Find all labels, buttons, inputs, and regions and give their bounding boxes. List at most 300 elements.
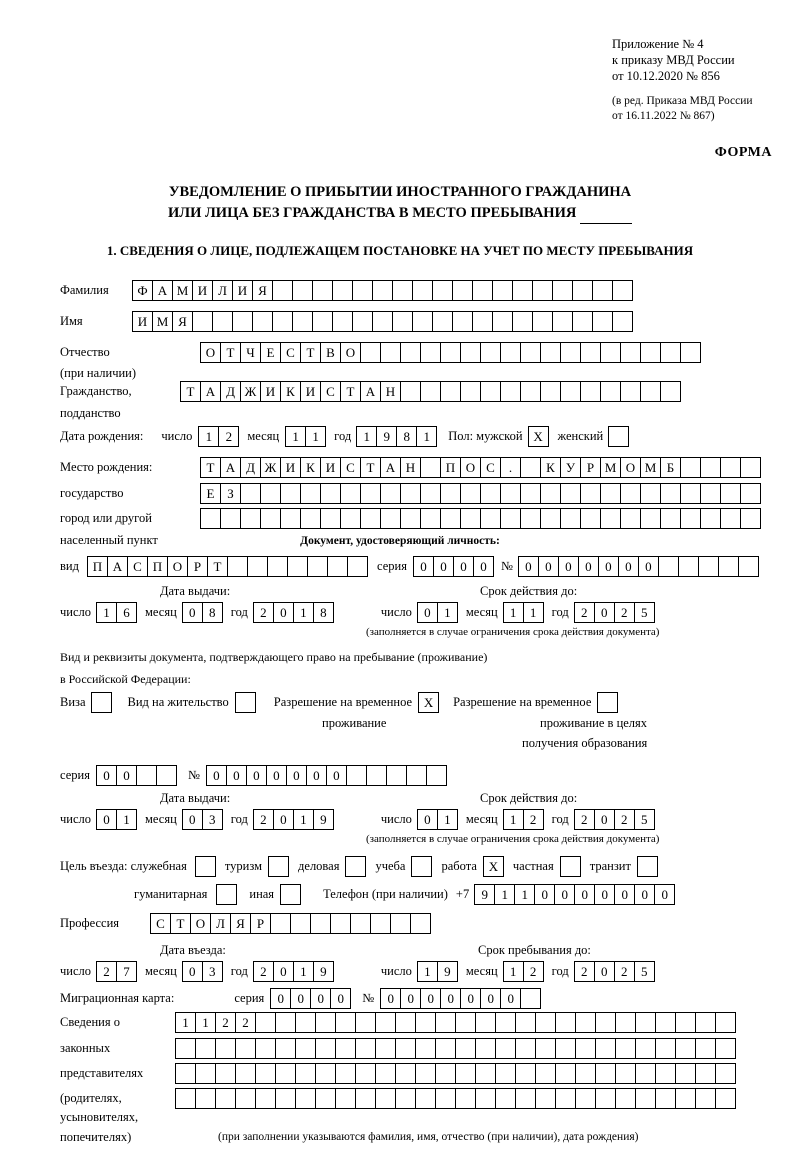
- form-cell[interactable]: [715, 1063, 736, 1084]
- stay-series-input[interactable]: [96, 765, 176, 786]
- form-cell[interactable]: [452, 311, 473, 332]
- form-cell[interactable]: [635, 1038, 656, 1059]
- form-cell[interactable]: [560, 381, 581, 402]
- form-cell[interactable]: [335, 1088, 356, 1109]
- form-cell[interactable]: [295, 1063, 316, 1084]
- form-cell[interactable]: 0: [558, 556, 579, 577]
- form-cell[interactable]: [540, 342, 561, 363]
- form-cell[interactable]: 0: [182, 961, 203, 982]
- residence-permit-checkbox[interactable]: [235, 692, 256, 713]
- form-cell[interactable]: С: [150, 913, 171, 934]
- form-cell[interactable]: С: [127, 556, 148, 577]
- form-cell[interactable]: [415, 1012, 436, 1033]
- form-cell[interactable]: Н: [400, 457, 421, 478]
- form-cell[interactable]: [575, 1088, 596, 1109]
- issue-day-input[interactable]: [96, 602, 136, 623]
- form-cell[interactable]: [260, 508, 281, 529]
- form-cell[interactable]: С: [280, 342, 301, 363]
- form-cell[interactable]: [580, 508, 601, 529]
- form-cell[interactable]: 8: [313, 602, 334, 623]
- form-cell[interactable]: [360, 508, 381, 529]
- form-cell[interactable]: 3: [202, 961, 223, 982]
- form-cell[interactable]: [287, 556, 308, 577]
- form-cell[interactable]: [175, 1063, 196, 1084]
- form-cell[interactable]: [535, 1063, 556, 1084]
- form-cell[interactable]: 0: [518, 556, 539, 577]
- form-cell[interactable]: А: [220, 457, 241, 478]
- form-cell[interactable]: 1: [285, 426, 306, 447]
- form-cell[interactable]: 0: [246, 765, 267, 786]
- form-cell[interactable]: [660, 508, 681, 529]
- form-cell[interactable]: [352, 280, 373, 301]
- form-cell[interactable]: [415, 1038, 436, 1059]
- form-cell[interactable]: 9: [474, 884, 495, 905]
- form-cell[interactable]: 1: [503, 809, 524, 830]
- form-cell[interactable]: 1: [437, 809, 458, 830]
- stay-issue-year-input[interactable]: [253, 809, 333, 830]
- form-cell[interactable]: [355, 1088, 376, 1109]
- birthplace-input-2[interactable]: [200, 483, 760, 504]
- form-cell[interactable]: [310, 913, 331, 934]
- form-cell[interactable]: [575, 1012, 596, 1033]
- form-cell[interactable]: [426, 765, 447, 786]
- form-cell[interactable]: О: [340, 342, 361, 363]
- form-cell[interactable]: [615, 1038, 636, 1059]
- form-cell[interactable]: [346, 765, 367, 786]
- form-cell[interactable]: [715, 1012, 736, 1033]
- form-cell[interactable]: [718, 556, 739, 577]
- mig-number-input[interactable]: [380, 988, 540, 1009]
- form-cell[interactable]: 0: [96, 765, 117, 786]
- form-cell[interactable]: [480, 508, 501, 529]
- form-cell[interactable]: [472, 311, 493, 332]
- form-cell[interactable]: 2: [96, 961, 117, 982]
- form-cell[interactable]: [660, 483, 681, 504]
- form-cell[interactable]: Ч: [240, 342, 261, 363]
- form-cell[interactable]: 0: [594, 809, 615, 830]
- patronymic-input[interactable]: [200, 342, 700, 363]
- form-cell[interactable]: [535, 1038, 556, 1059]
- legal-rep-input-4[interactable]: [175, 1088, 735, 1109]
- form-cell[interactable]: [715, 1088, 736, 1109]
- form-cell[interactable]: Т: [200, 457, 221, 478]
- form-cell[interactable]: [500, 508, 521, 529]
- form-cell[interactable]: И: [260, 381, 281, 402]
- form-cell[interactable]: [620, 508, 641, 529]
- citizenship-input[interactable]: [180, 381, 680, 402]
- form-cell[interactable]: К: [280, 381, 301, 402]
- form-cell[interactable]: 0: [594, 884, 615, 905]
- form-cell[interactable]: Я: [252, 280, 273, 301]
- form-cell[interactable]: [315, 1088, 336, 1109]
- form-cell[interactable]: Л: [210, 913, 231, 934]
- sex-female-checkbox[interactable]: [608, 426, 629, 447]
- form-cell[interactable]: [420, 508, 441, 529]
- form-cell[interactable]: 2: [614, 602, 635, 623]
- form-cell[interactable]: З: [220, 483, 241, 504]
- form-cell[interactable]: А: [380, 457, 401, 478]
- form-cell[interactable]: [695, 1063, 716, 1084]
- form-cell[interactable]: [680, 483, 701, 504]
- form-cell[interactable]: .: [500, 457, 521, 478]
- form-cell[interactable]: М: [600, 457, 621, 478]
- form-cell[interactable]: [572, 280, 593, 301]
- valid-month-input[interactable]: [503, 602, 543, 623]
- form-cell[interactable]: [232, 311, 253, 332]
- form-cell[interactable]: Е: [260, 342, 281, 363]
- form-cell[interactable]: 8: [202, 602, 223, 623]
- form-cell[interactable]: [372, 311, 393, 332]
- form-cell[interactable]: [280, 483, 301, 504]
- form-cell[interactable]: [560, 508, 581, 529]
- form-cell[interactable]: 0: [480, 988, 501, 1009]
- form-cell[interactable]: 1: [96, 602, 117, 623]
- form-cell[interactable]: [455, 1038, 476, 1059]
- edu-residence-checkbox[interactable]: [597, 692, 618, 713]
- form-cell[interactable]: Д: [220, 381, 241, 402]
- form-cell[interactable]: [215, 1038, 236, 1059]
- form-cell[interactable]: Т: [300, 342, 321, 363]
- form-cell[interactable]: 0: [326, 765, 347, 786]
- form-cell[interactable]: [675, 1012, 696, 1033]
- form-cell[interactable]: [406, 765, 427, 786]
- form-cell[interactable]: [595, 1038, 616, 1059]
- form-cell[interactable]: [255, 1088, 276, 1109]
- form-cell[interactable]: Т: [220, 342, 241, 363]
- form-cell[interactable]: [680, 457, 701, 478]
- form-cell[interactable]: 2: [523, 961, 544, 982]
- form-cell[interactable]: 0: [554, 884, 575, 905]
- form-cell[interactable]: [255, 1038, 276, 1059]
- form-cell[interactable]: [386, 765, 407, 786]
- purpose-transit-checkbox[interactable]: [637, 856, 658, 877]
- form-cell[interactable]: [432, 280, 453, 301]
- form-cell[interactable]: [520, 483, 541, 504]
- form-cell[interactable]: [395, 1038, 416, 1059]
- form-cell[interactable]: [520, 988, 541, 1009]
- form-cell[interactable]: [330, 913, 351, 934]
- form-cell[interactable]: [352, 311, 373, 332]
- form-cell[interactable]: 0: [500, 988, 521, 1009]
- form-cell[interactable]: [255, 1012, 276, 1033]
- form-cell[interactable]: 1: [293, 961, 314, 982]
- stay-until-year-input[interactable]: [574, 961, 654, 982]
- visa-checkbox[interactable]: [91, 692, 112, 713]
- form-cell[interactable]: П: [87, 556, 108, 577]
- form-cell[interactable]: [480, 483, 501, 504]
- form-cell[interactable]: [515, 1012, 536, 1033]
- form-cell[interactable]: 1: [503, 602, 524, 623]
- form-cell[interactable]: 0: [433, 556, 454, 577]
- form-cell[interactable]: 1: [195, 1012, 216, 1033]
- form-cell[interactable]: [400, 508, 421, 529]
- form-cell[interactable]: [675, 1063, 696, 1084]
- form-cell[interactable]: 0: [638, 556, 659, 577]
- form-cell[interactable]: [200, 508, 221, 529]
- form-cell[interactable]: [695, 1012, 716, 1033]
- form-cell[interactable]: [738, 556, 759, 577]
- form-cell[interactable]: 0: [226, 765, 247, 786]
- form-cell[interactable]: [290, 913, 311, 934]
- form-cell[interactable]: [375, 1088, 396, 1109]
- form-cell[interactable]: [600, 342, 621, 363]
- form-cell[interactable]: Ж: [260, 457, 281, 478]
- form-cell[interactable]: [655, 1088, 676, 1109]
- form-cell[interactable]: П: [147, 556, 168, 577]
- form-cell[interactable]: 2: [253, 809, 274, 830]
- form-cell[interactable]: Е: [200, 483, 221, 504]
- form-cell[interactable]: [340, 483, 361, 504]
- form-cell[interactable]: [540, 483, 561, 504]
- form-cell[interactable]: [435, 1038, 456, 1059]
- form-cell[interactable]: [366, 765, 387, 786]
- form-cell[interactable]: Р: [187, 556, 208, 577]
- form-cell[interactable]: [332, 280, 353, 301]
- form-cell[interactable]: [415, 1088, 436, 1109]
- form-cell[interactable]: [540, 381, 561, 402]
- form-cell[interactable]: 1: [305, 426, 326, 447]
- form-cell[interactable]: [655, 1063, 676, 1084]
- form-cell[interactable]: 5: [634, 961, 655, 982]
- form-cell[interactable]: О: [190, 913, 211, 934]
- form-cell[interactable]: [460, 342, 481, 363]
- form-cell[interactable]: [275, 1063, 296, 1084]
- form-cell[interactable]: [512, 280, 533, 301]
- form-cell[interactable]: 0: [634, 884, 655, 905]
- form-cell[interactable]: 6: [116, 602, 137, 623]
- form-cell[interactable]: [635, 1063, 656, 1084]
- form-cell[interactable]: 9: [376, 426, 397, 447]
- legal-rep-input-1[interactable]: [175, 1012, 735, 1033]
- form-cell[interactable]: 1: [494, 884, 515, 905]
- form-cell[interactable]: [635, 1012, 656, 1033]
- form-cell[interactable]: [235, 1088, 256, 1109]
- form-cell[interactable]: [455, 1063, 476, 1084]
- form-cell[interactable]: 0: [614, 884, 635, 905]
- sex-male-checkbox[interactable]: Х: [528, 426, 549, 447]
- form-cell[interactable]: [615, 1012, 636, 1033]
- form-cell[interactable]: 1: [175, 1012, 196, 1033]
- form-cell[interactable]: [380, 342, 401, 363]
- form-cell[interactable]: [740, 508, 761, 529]
- stay-issue-day-input[interactable]: [96, 809, 136, 830]
- form-cell[interactable]: [520, 457, 541, 478]
- form-cell[interactable]: [592, 280, 613, 301]
- form-cell[interactable]: 2: [218, 426, 239, 447]
- entry-day-input[interactable]: [96, 961, 136, 982]
- form-cell[interactable]: [678, 556, 699, 577]
- form-cell[interactable]: 0: [266, 765, 287, 786]
- form-cell[interactable]: [480, 342, 501, 363]
- purpose-business-checkbox[interactable]: [345, 856, 366, 877]
- form-cell[interactable]: 8: [396, 426, 417, 447]
- form-cell[interactable]: [495, 1038, 516, 1059]
- form-cell[interactable]: [515, 1063, 536, 1084]
- form-cell[interactable]: [360, 342, 381, 363]
- form-cell[interactable]: [315, 1038, 336, 1059]
- form-cell[interactable]: 0: [270, 988, 291, 1009]
- form-cell[interactable]: [595, 1063, 616, 1084]
- form-cell[interactable]: [195, 1088, 216, 1109]
- form-cell[interactable]: А: [152, 280, 173, 301]
- stay-until-day-input[interactable]: [417, 961, 457, 982]
- valid-year-input[interactable]: [574, 602, 654, 623]
- form-cell[interactable]: [532, 280, 553, 301]
- form-cell[interactable]: Т: [170, 913, 191, 934]
- form-cell[interactable]: 0: [400, 988, 421, 1009]
- form-cell[interactable]: [420, 457, 441, 478]
- form-cell[interactable]: Б: [660, 457, 681, 478]
- form-cell[interactable]: [392, 311, 413, 332]
- form-cell[interactable]: И: [232, 280, 253, 301]
- form-cell[interactable]: П: [440, 457, 461, 478]
- form-cell[interactable]: [612, 311, 633, 332]
- form-cell[interactable]: [295, 1012, 316, 1033]
- form-cell[interactable]: [695, 1038, 716, 1059]
- form-cell[interactable]: [395, 1088, 416, 1109]
- form-cell[interactable]: Я: [172, 311, 193, 332]
- form-cell[interactable]: [455, 1012, 476, 1033]
- form-cell[interactable]: [375, 1012, 396, 1033]
- firstname-input[interactable]: [132, 311, 632, 332]
- form-cell[interactable]: 0: [618, 556, 639, 577]
- entry-month-input[interactable]: [182, 961, 222, 982]
- form-cell[interactable]: С: [340, 457, 361, 478]
- form-cell[interactable]: [560, 483, 581, 504]
- form-cell[interactable]: 2: [253, 961, 274, 982]
- form-cell[interactable]: 2: [235, 1012, 256, 1033]
- form-cell[interactable]: [247, 556, 268, 577]
- form-cell[interactable]: [555, 1063, 576, 1084]
- purpose-other-checkbox[interactable]: [280, 884, 301, 905]
- form-cell[interactable]: [440, 381, 461, 402]
- form-cell[interactable]: [675, 1038, 696, 1059]
- form-cell[interactable]: Ф: [132, 280, 153, 301]
- form-cell[interactable]: [395, 1063, 416, 1084]
- form-cell[interactable]: [240, 508, 261, 529]
- form-cell[interactable]: А: [200, 381, 221, 402]
- purpose-work-checkbox[interactable]: Х: [483, 856, 504, 877]
- purpose-official-checkbox[interactable]: [195, 856, 216, 877]
- form-cell[interactable]: [520, 342, 541, 363]
- form-cell[interactable]: [195, 1063, 216, 1084]
- form-cell[interactable]: [600, 508, 621, 529]
- form-cell[interactable]: [400, 483, 421, 504]
- form-cell[interactable]: [390, 913, 411, 934]
- form-cell[interactable]: 0: [534, 884, 555, 905]
- form-cell[interactable]: [315, 1012, 336, 1033]
- form-cell[interactable]: С: [480, 457, 501, 478]
- form-cell[interactable]: М: [640, 457, 661, 478]
- form-cell[interactable]: [655, 1038, 676, 1059]
- form-cell[interactable]: 1: [198, 426, 219, 447]
- form-cell[interactable]: [720, 457, 741, 478]
- form-cell[interactable]: [292, 311, 313, 332]
- form-cell[interactable]: [215, 1063, 236, 1084]
- form-cell[interactable]: [212, 311, 233, 332]
- form-cell[interactable]: [720, 483, 741, 504]
- form-cell[interactable]: [195, 1038, 216, 1059]
- issue-month-input[interactable]: [182, 602, 222, 623]
- form-cell[interactable]: [635, 1088, 656, 1109]
- form-cell[interactable]: [452, 280, 473, 301]
- form-cell[interactable]: Н: [380, 381, 401, 402]
- form-cell[interactable]: [435, 1063, 456, 1084]
- form-cell[interactable]: [355, 1012, 376, 1033]
- form-cell[interactable]: [600, 483, 621, 504]
- form-cell[interactable]: [292, 280, 313, 301]
- form-cell[interactable]: [360, 483, 381, 504]
- form-cell[interactable]: [375, 1038, 396, 1059]
- form-cell[interactable]: 1: [116, 809, 137, 830]
- form-cell[interactable]: 1: [503, 961, 524, 982]
- form-cell[interactable]: [340, 508, 361, 529]
- form-cell[interactable]: [515, 1038, 536, 1059]
- form-cell[interactable]: [695, 1088, 716, 1109]
- form-cell[interactable]: 0: [306, 765, 327, 786]
- form-cell[interactable]: 0: [330, 988, 351, 1009]
- form-cell[interactable]: 0: [273, 961, 294, 982]
- form-cell[interactable]: 0: [598, 556, 619, 577]
- form-cell[interactable]: [280, 508, 301, 529]
- form-cell[interactable]: У: [560, 457, 581, 478]
- form-cell[interactable]: [520, 508, 541, 529]
- purpose-study-checkbox[interactable]: [411, 856, 432, 877]
- form-cell[interactable]: Т: [180, 381, 201, 402]
- form-cell[interactable]: [555, 1088, 576, 1109]
- form-cell[interactable]: [335, 1038, 356, 1059]
- form-cell[interactable]: [395, 1012, 416, 1033]
- phone-input[interactable]: [474, 884, 674, 905]
- doc-type-input[interactable]: [87, 556, 367, 577]
- form-cell[interactable]: [335, 1012, 356, 1033]
- birth-month-input[interactable]: [285, 426, 325, 447]
- form-cell[interactable]: О: [200, 342, 221, 363]
- form-cell[interactable]: [455, 1088, 476, 1109]
- form-cell[interactable]: И: [300, 381, 321, 402]
- form-cell[interactable]: М: [172, 280, 193, 301]
- form-cell[interactable]: [380, 508, 401, 529]
- form-cell[interactable]: [327, 556, 348, 577]
- form-cell[interactable]: [675, 1088, 696, 1109]
- form-cell[interactable]: 0: [413, 556, 434, 577]
- form-cell[interactable]: [460, 381, 481, 402]
- form-cell[interactable]: [660, 381, 681, 402]
- form-cell[interactable]: [575, 1063, 596, 1084]
- form-cell[interactable]: [552, 311, 573, 332]
- form-cell[interactable]: 2: [253, 602, 274, 623]
- form-cell[interactable]: [620, 381, 641, 402]
- form-cell[interactable]: [435, 1088, 456, 1109]
- form-cell[interactable]: Т: [207, 556, 228, 577]
- form-cell[interactable]: 1: [514, 884, 535, 905]
- form-cell[interactable]: [255, 1063, 276, 1084]
- form-cell[interactable]: [615, 1063, 636, 1084]
- form-cell[interactable]: 9: [313, 961, 334, 982]
- form-cell[interactable]: [640, 483, 661, 504]
- form-cell[interactable]: 0: [182, 809, 203, 830]
- form-cell[interactable]: [355, 1063, 376, 1084]
- form-cell[interactable]: 0: [290, 988, 311, 1009]
- form-cell[interactable]: А: [360, 381, 381, 402]
- form-cell[interactable]: 1: [293, 602, 314, 623]
- form-cell[interactable]: 9: [313, 809, 334, 830]
- form-cell[interactable]: [620, 483, 641, 504]
- form-cell[interactable]: [500, 342, 521, 363]
- form-cell[interactable]: В: [320, 342, 341, 363]
- form-cell[interactable]: [415, 1063, 436, 1084]
- form-cell[interactable]: [335, 1063, 356, 1084]
